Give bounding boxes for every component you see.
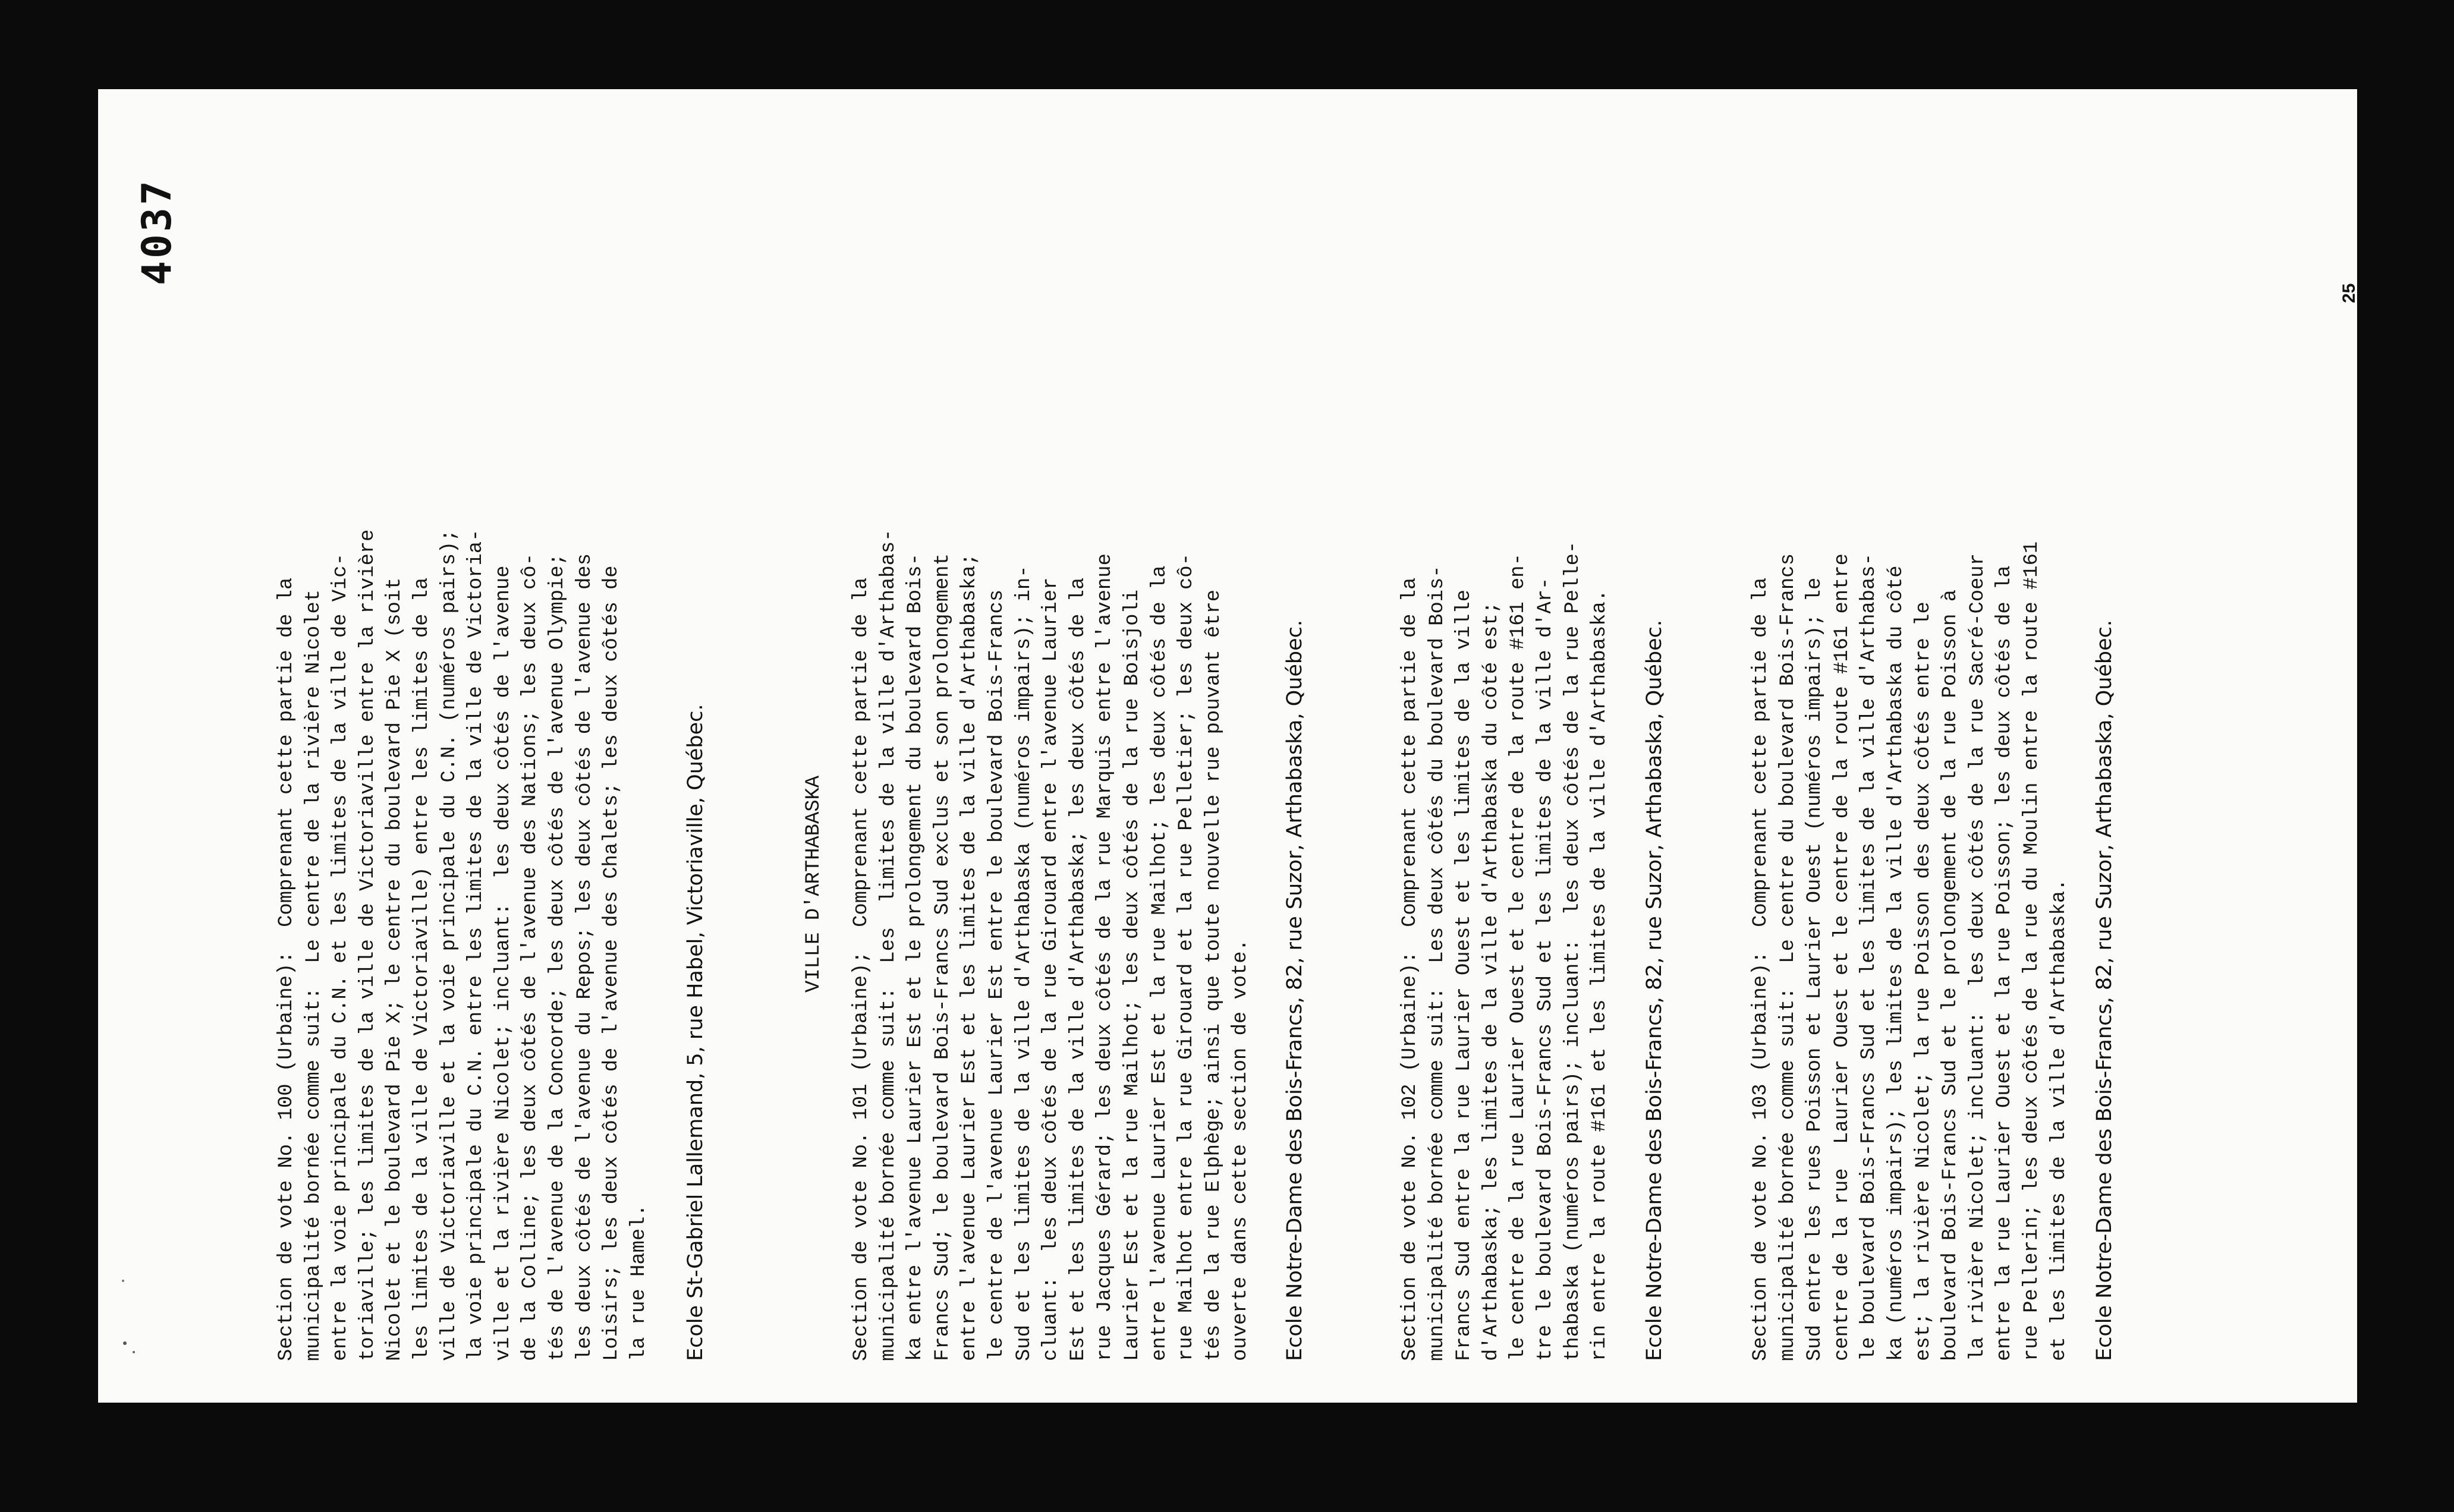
text-line: rue Mailhot entre la rue Girouard et la rue Pelletier; les deux cô- xyxy=(1175,553,1198,1361)
text-line: ka entre l'avenue Laurier Est et le prolongement du boulevard Bois- xyxy=(904,553,927,1361)
polling-place-102: Ecole Notre-Dame des Bois-Francs, 82, rue Suzor, Arthabaska, Québec. xyxy=(1643,619,1666,1361)
text-line: le boulevard Bois-Francs Sud et les limites de la ville d'Arthabas- xyxy=(1858,553,1881,1361)
text-line: ouverte dans cette section de vote. xyxy=(1229,939,1253,1361)
page-number: 25 xyxy=(2339,283,2359,303)
text-line: municipalité bornée comme suit: Les limites de la ville d'Arthabas- xyxy=(877,529,900,1361)
text-line: Francs Sud; le boulevard Bois-Francs Sud exclus et son prolongement xyxy=(931,553,954,1361)
text-line: de la Colline; les deux côtés de l'avenue des Nations; les deux cô- xyxy=(519,553,542,1361)
text-line: Section de vote No. 100 (Urbaine): Comprenant cette partie de la xyxy=(275,577,298,1361)
text-line: et les limites de la ville d'Arthabaska. xyxy=(2047,878,2071,1361)
text-line: boulevard Bois-Francs Sud et le prolongement de la rue Poisson à xyxy=(1939,589,1962,1361)
text-line: est; la rivière Nicolet; la rue Poisson des deux côtés entre le xyxy=(1912,601,1935,1361)
text-line: toriaville; les limites de la ville de Victoriaville entre la rivière xyxy=(356,529,379,1361)
polling-place-101: Ecole Notre-Dame des Bois-Francs, 82, rue Suzor, Arthabaska, Québec. xyxy=(1283,619,1307,1361)
text-line: centre de la rue Laurier Ouest et le centre de la route #161 entre xyxy=(1830,553,1854,1361)
text-line: Section de vote No. 102 (Urbaine): Comprenant cette partie de la xyxy=(1399,577,1421,1361)
text-line: entre l'avenue Laurier Est et les limites de la ville d'Arthabaska; xyxy=(958,553,981,1361)
text-line: d'Arthabaska; les limites de la ville d'Arthabaska du côté est; xyxy=(1480,601,1503,1361)
text-line: la voie principale du C.N. entre les limites de la ville de Victoria- xyxy=(465,529,488,1361)
text-line: municipalité bornée comme suit: Le centre du boulevard Bois-Francs xyxy=(1776,553,1799,1361)
text-line: cluant: les deux côtés de la rue Girouard entre l'avenue Laurier xyxy=(1040,577,1063,1361)
polling-place-100: Ecole St-Gabriel Lallemand, 5, rue Habel, Victoriaville, Québec. xyxy=(684,704,707,1361)
text-line: les deux côtés de l'avenue du Repos; les deux côtés de l'avenue des xyxy=(573,553,596,1361)
text-line: rin entre la route #161 et les limites de la ville d'Arthabaska. xyxy=(1588,589,1612,1361)
text-line: rue Jacques Gérard; les deux côtés de la rue Marquis entre l'avenue xyxy=(1094,553,1117,1361)
text-line: la rue Hamel. xyxy=(627,1204,650,1361)
scan-specks xyxy=(98,89,2357,1403)
text-line: entre la voie principale du C.N. et les limites de la ville de Vic- xyxy=(329,553,353,1361)
text-line: ka (numéros impairs); les limites de la ville d'Arthabaska du côté xyxy=(1884,565,1908,1361)
text-line: Laurier Est et la rue Mailhot; les deux côtés de la rue Boisjoli xyxy=(1121,589,1144,1361)
text-line: Section de vote No. 103 (Urbaine): Comprenant cette partie de la xyxy=(1750,577,1772,1361)
text-line: ville et la rivière Nicolet; incluant: les deux côtés de l'avenue xyxy=(492,565,515,1361)
text-line: tés de la rue Elphège; ainsi que toute nouvelle rue pouvant être xyxy=(1202,589,1225,1361)
town-heading: VILLE D'ARTHABASKA xyxy=(803,775,825,993)
text-line: le centre de l'avenue Laurier Est entre le boulevard Bois-Francs xyxy=(985,589,1008,1361)
text-line: rue Pellerin; les deux côtés de la rue du Moulin entre la route #161 xyxy=(2020,541,2043,1361)
text-line: tre le boulevard Bois-Francs Sud et les limites de la ville d'Ar- xyxy=(1534,577,1557,1361)
text-line: Francs Sud entre la rue Laurier Ouest et les limites de la ville xyxy=(1453,589,1476,1361)
page-stamp-number: 4037 xyxy=(134,178,181,285)
text-line: entre la rue Laurier Ouest et la rue Poisson; les deux côtés de la xyxy=(1993,565,2016,1361)
text-line: les limites de la ville de Victoriaville) entre les limites de la xyxy=(410,577,433,1361)
polling-place-103: Ecole Notre-Dame des Bois-Francs, 82, rue Suzor, Arthabaska, Québec. xyxy=(2093,619,2116,1361)
text-line: Section de vote No. 101 (Urbaine); Comprenant cette partie de la xyxy=(850,577,873,1361)
text-line: la rivière Nicolet; incluant: les deux côtés de la rue Sacré-Coeur xyxy=(1966,553,1989,1361)
text-line: ville de Victoriaville et la voie principale du C.N. (numéros pairs); xyxy=(438,529,461,1361)
text-line: tés de l'avenue de la Concorde; les deux côtés de l'avenue Olympie; xyxy=(546,553,569,1361)
text-line: Nicolet et le boulevard Pie X; le centre du boulevard Pie X (soit xyxy=(383,577,407,1361)
text-line: thabaska (numéros pairs); incluant: les deux côtés de la rue Pelle- xyxy=(1561,541,1584,1361)
text-line: Loisirs; les deux côtés de l'avenue des Chalets; les deux côtés de xyxy=(600,565,624,1361)
text-line: Sud et les limites de la ville d'Arthabaska (numéros impairs); in- xyxy=(1012,565,1036,1361)
text-line: municipalité bornée comme suit: Les deux côtés du boulevard Bois- xyxy=(1426,565,1449,1361)
text-line: Sud entre les rues Poisson et Laurier Ouest (numéros impairs); le xyxy=(1804,577,1827,1361)
text-line: municipalité bornée comme suit: Le centre de la rivière Nicolet xyxy=(302,589,325,1361)
text-line: entre l'avenue Laurier Est et la rue Mailhot; les deux côtés de la xyxy=(1148,565,1171,1361)
microfilm-page xyxy=(98,89,2357,1403)
text-line: le centre de la rue Laurier Ouest et le centre de la route #161 en- xyxy=(1507,553,1530,1361)
text-line: Est et les limites de la ville d'Arthabaska; les deux côtés de la xyxy=(1066,577,1090,1361)
